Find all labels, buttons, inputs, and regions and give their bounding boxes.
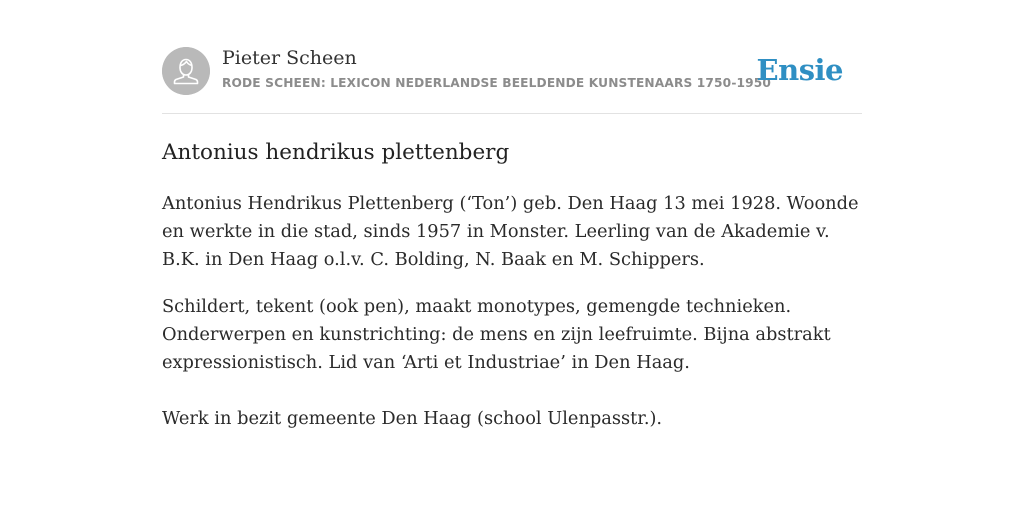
ensie-logo[interactable]: Ensie <box>756 53 843 87</box>
paragraph-collection: Werk in bezit gemeente Den Haag (school Ulenpasstr.). <box>162 408 663 429</box>
author-name[interactable]: Pieter Scheen <box>222 47 357 69</box>
user-icon <box>162 47 210 95</box>
entry-header <box>162 46 862 114</box>
author-avatar[interactable] <box>162 47 210 95</box>
paragraph-biography: Antonius Hendrikus Plettenberg (‘Ton’) geb. Den Haag 13 mei 1928. Woonde en werkte in die stad, sinds 1957 in Monster. Leerling van de Akademie v. B.K. in Den Haag o.l.v. C. Bolding, N. Baak en M. Schippers. <box>162 193 859 270</box>
source-title[interactable]: RODE SCHEEN: LEXICON NEDERLANDSE BEELDENDE KUNSTENAARS 1750-1950 <box>222 76 772 90</box>
paragraph-work: Schildert, tekent (ook pen), maakt monotypes, gemengde technieken. Onderwerpen en kunstrichting: de mens en zijn leefruimte. Bijna abstrakt expressionistisch. Lid van ‘Arti et Industriae’ in Den Haag. <box>162 296 831 373</box>
entry-title: Antonius hendrikus plettenberg <box>162 140 510 165</box>
